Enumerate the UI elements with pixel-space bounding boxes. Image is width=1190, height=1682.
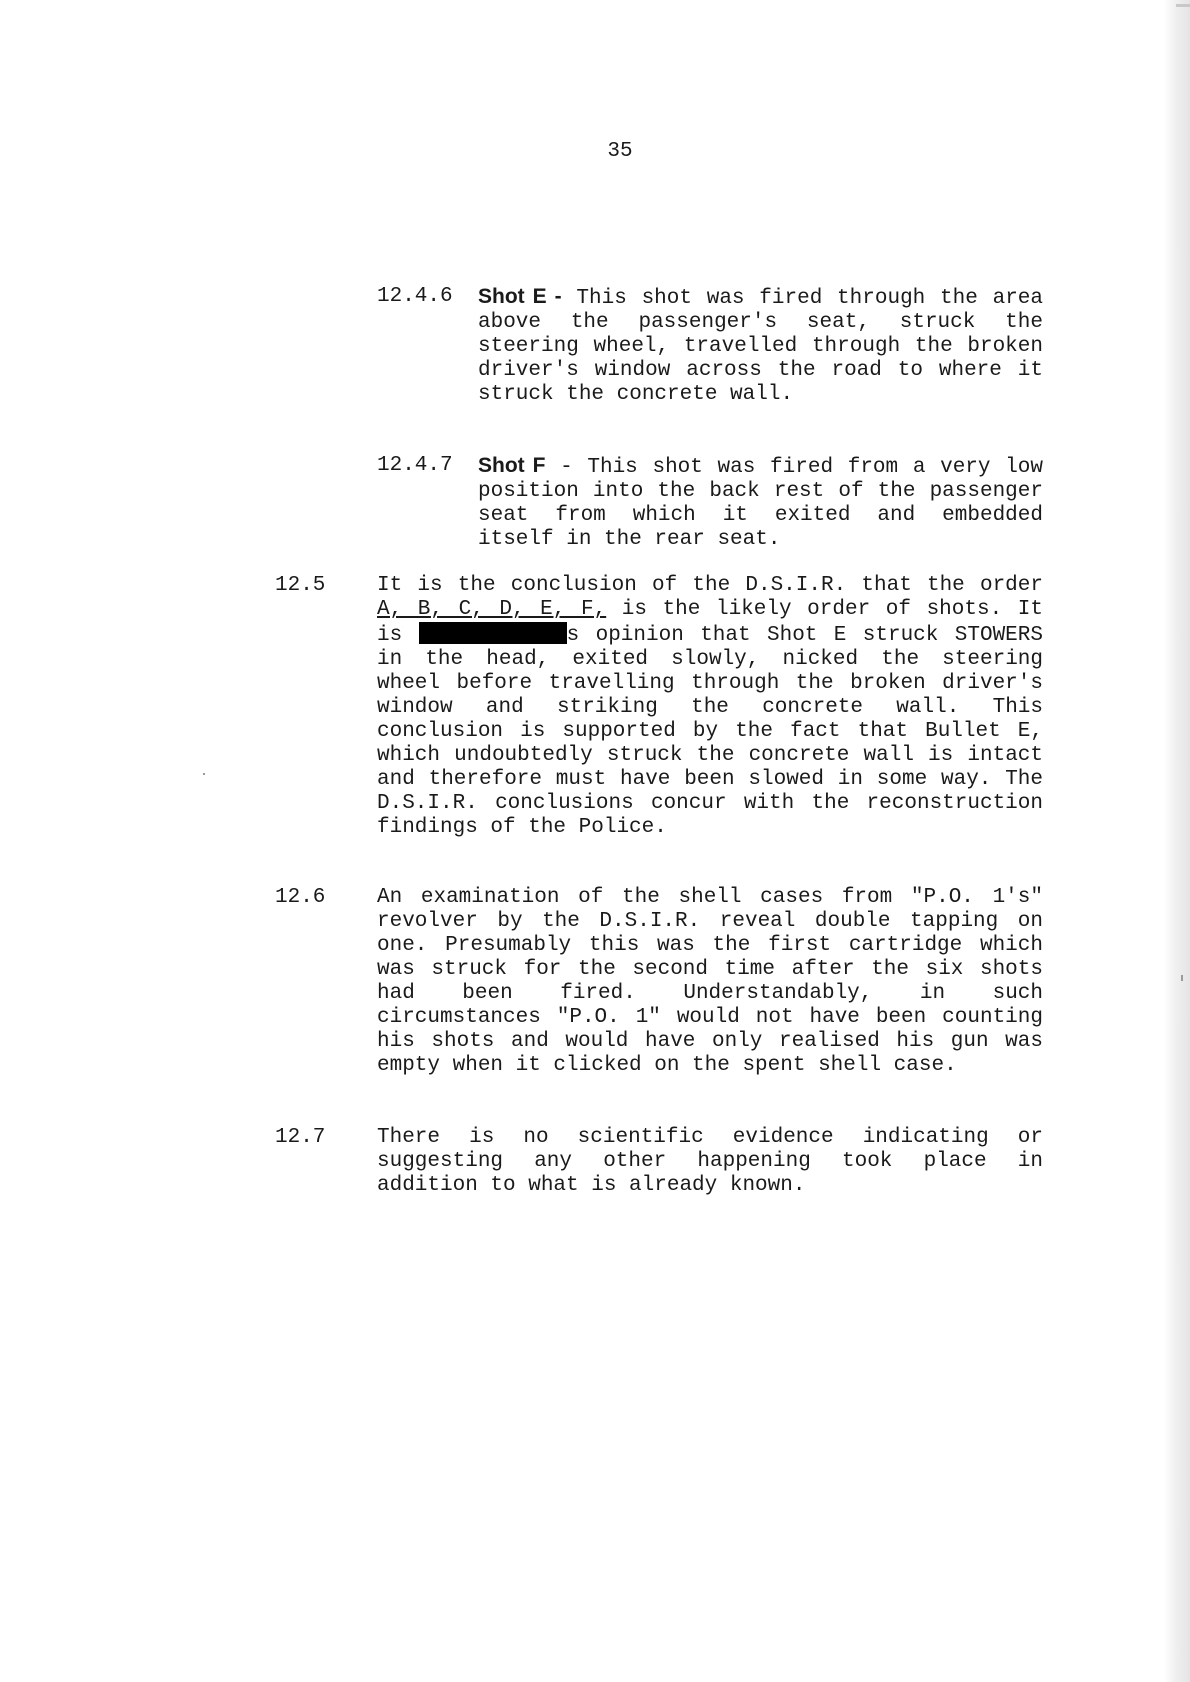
paragraph-body: s opinion that Shot E struck STOWERS in the head, exited slowly, nicked the steering wheel before travelling through the broken driver's window and striking the concrete wall. This conclusion is supported by the fact that Bullet E, which undoubtedly struck the concrete wall is intact and therefore must have been slowed in some way. The D.S.I.R. conclusions concur with the reconstruction findings of the Police. [377, 624, 1043, 839]
paragraph-body: is the likely order of shots. It is [377, 598, 1043, 647]
paragraph-number: 12.7 [275, 1126, 326, 1149]
paragraph-body: - This shot was fired from a very low position into the back rest of the passenger seat from which it exited and embedded itself in the rear seat. [478, 456, 1043, 551]
paragraph-number: 12.5 [275, 574, 326, 597]
paragraph-number: 12.4.6 [377, 285, 453, 308]
paragraph-text [478, 454, 1043, 552]
shot-order-list: A, B, C, D, E, F, [377, 598, 607, 621]
page-number: 35 [607, 140, 633, 163]
paragraph-text [478, 285, 1043, 407]
paragraph-number: 12.4.7 [377, 454, 453, 477]
scan-speck [203, 773, 205, 775]
shot-heading: Shot E - [478, 285, 562, 308]
paragraph-body: It is the conclusion of the D.S.I.R. that the order [377, 574, 1043, 597]
shot-heading: Shot F [478, 454, 546, 477]
page-edge-mark [1176, 4, 1190, 7]
paragraph-text: There is no scientific evidence indicating or suggesting any other happening took place in addition to what is already known. [377, 1126, 1043, 1197]
paragraph-number: 12.6 [275, 886, 326, 909]
scan-speck [1181, 975, 1183, 981]
paragraph-text: An examination of the shell cases from "P.O. 1's" revolver by the D.S.I.R. reveal double tapping on one. Presumably this was the first cartridge which was struck for the second time after the six shots had been fired. Understandably, in such circumstances "P.O. 1" would not have been counting his shots and would have only realised his gun was empty when it clicked on the spent shell case. [377, 886, 1043, 1077]
paragraph-text [377, 574, 1043, 840]
redaction-block [419, 622, 567, 644]
paragraph-body: This shot was fired through the area above the passenger's seat, struck the steering wheel, travelled through the broken driver's window across the road to where it struck the concrete wall. [478, 287, 1043, 406]
page-edge-shadow [1164, 0, 1190, 1682]
